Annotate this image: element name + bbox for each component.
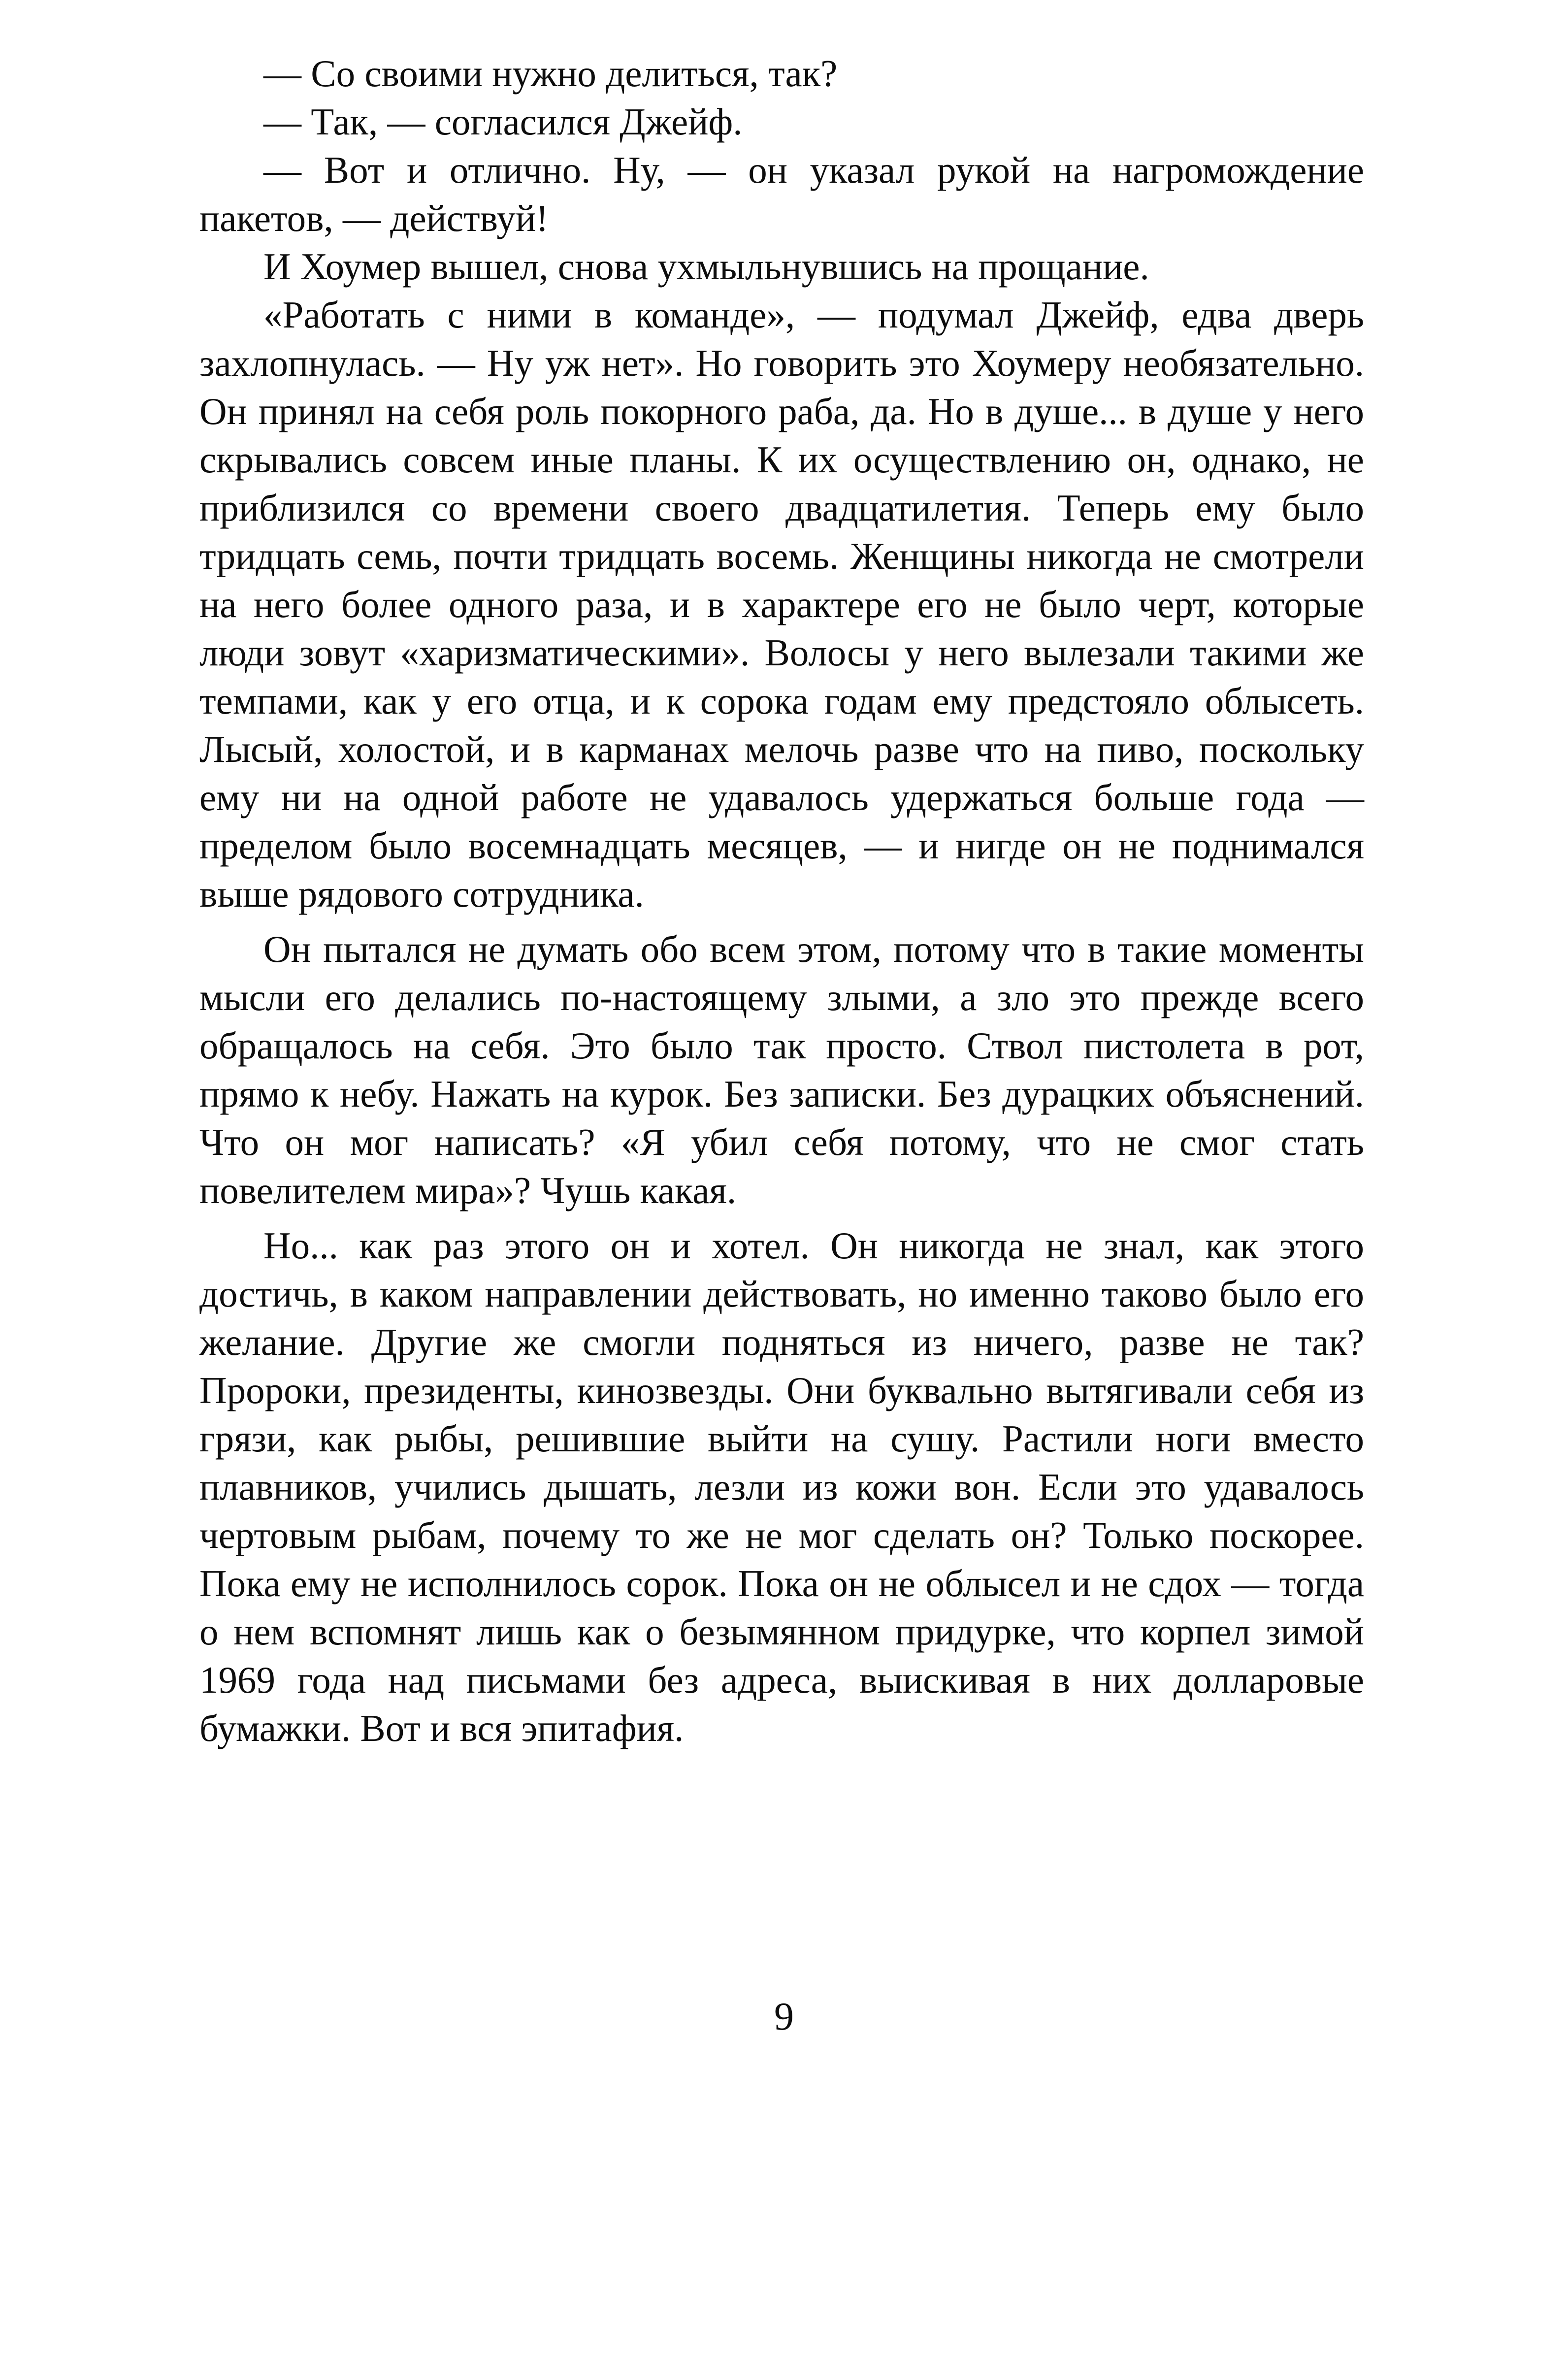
paragraph-dialogue-1: — Со своими нужно делиться, так? — [263, 52, 838, 95]
page-number: 9 — [774, 1995, 794, 2038]
body-text — [199, 49, 1364, 1752]
paragraph-dialogue-2: — Так, — согласился Джейф. — [263, 100, 743, 143]
paragraph-jeif-thoughts: «Работать с ними в команде», — подумал Джейф, едва дверь захлопнулась. — Ну уж нет». Но говорить это Хоумеру необязательно. Он принял на себя роль покорного раба, да. Но в душе... в душе у него скрывались совсем иные планы. К их осуществлению он, однако, не приблизился со времени своего двадцатилетия. Теперь ему было тридцать семь, почти тридцать восемь. Женщины никогда не смотрели на него более одного раза, и в характере его не было черт, которые люди зовут «харизматическими». Волосы у него вылезали такими же темпами, как у его отца, и к сорока годам ему предстояло облысеть. Лысый, холостой, и в карманах мелочь разве что на пиво, поскольку ему ни на одной работе не удавалось удержаться больше года — пределом было восемнадцать месяцев, — и нигде он не поднимался выше рядового сотрудника. — [199, 294, 1364, 915]
paragraph-dialogue-3: — Вот и отлично. Ну, — он указал рукой на нагромождение пакетов, — действуй! — [199, 149, 1364, 239]
paragraph-dark-thoughts: Он пытался не думать обо всем этом, потому что в такие моменты мысли его делались по-настоящему злыми, а зло это прежде всего обращалось на себя. Это было так просто. Ствол пистолета в рот, прямо к небу. Нажать на курок. Без записки. Без дурацких объяснений. Что он мог написать? «Я убил себя потому, что не смог стать повелителем мира»? Чушь какая. — [199, 928, 1364, 1212]
paragraph-homer-leaves: И Хоумер вышел, снова ухмыльнувшись на прощание. — [263, 245, 1149, 288]
paragraph-desire: Но... как раз этого он и хотел. Он никогда не знал, как этого достичь, в каком направлении действовать, но именно таково было его желание. Другие же смогли подняться из ничего, разве не так? Пророки, президенты, кинозвезды. Они буквально вытягивали себя из грязи, как рыбы, решившие выйти на сушу. Растили ноги вместо плавников, учились дышать, лезли из кожи вон. Если это удавалось чертовым рыбам, почему то же не мог сделать он? Только поскорее. Пока ему не исполнилось сорок. Пока он не облысел и не сдох — тогда о нем вспомнят лишь как о безымянном придурке, что корпел зимой 1969 года над письмами без адреса, выискивая в них долларовые бумажки. Вот и вся эпитафия. — [199, 1224, 1364, 1749]
